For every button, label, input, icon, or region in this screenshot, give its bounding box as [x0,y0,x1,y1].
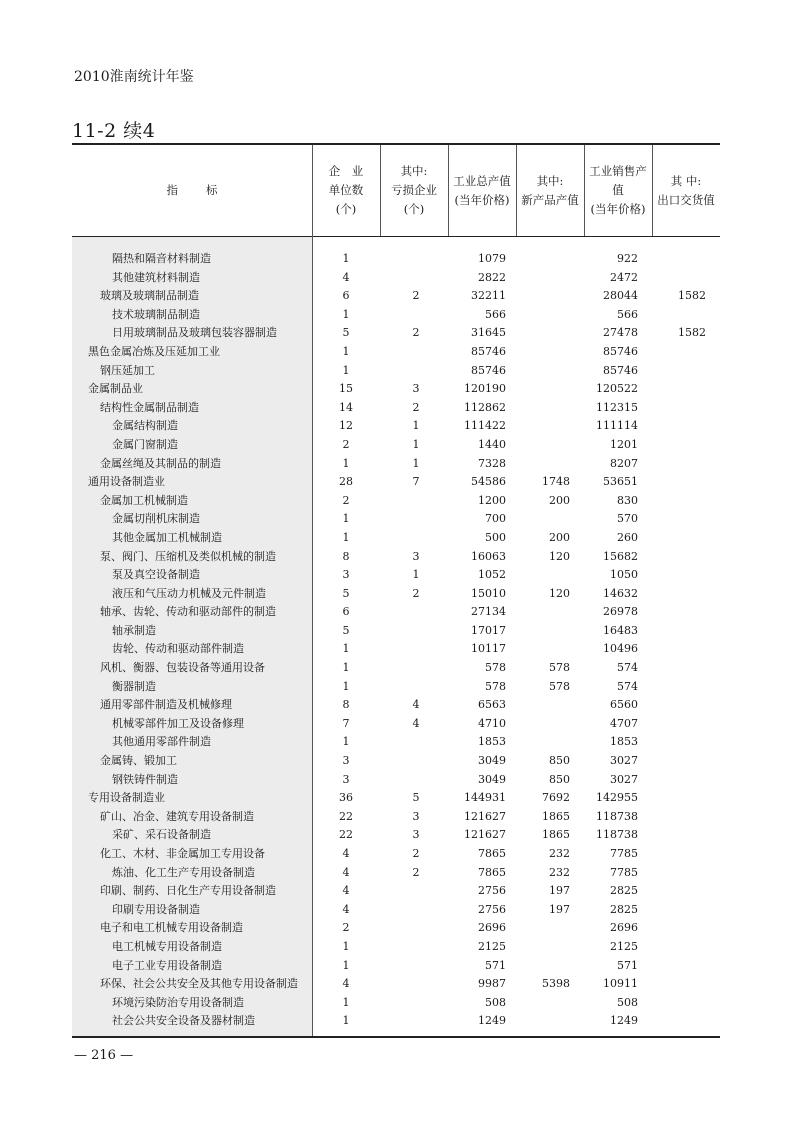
cell-gross-output: 1200 [478,493,506,507]
cell-enterprise-units: 3 [342,568,350,582]
cell-gross-output: 16063 [471,549,506,563]
cell-enterprise-units: 12 [339,419,353,433]
cell-loss-enterprises: 2 [412,326,420,340]
cell-gross-output: 121627 [464,828,506,842]
cell-gross-output: 7865 [478,865,506,879]
table-row [72,417,720,436]
cell-enterprise-units: 4 [342,884,350,898]
cell-loss-enterprises: 3 [412,809,420,823]
row-indicator-name: 风机、衡器、包装设备等通用设备 [100,661,265,675]
table-row [72,938,720,957]
table-row [72,510,720,529]
header-line: 单位数 [328,183,364,197]
table-row [72,864,720,883]
cell-enterprise-units: 7 [342,716,350,730]
header-line: 其 中: [670,173,702,188]
header-bottom-rule [72,236,720,237]
table-row [72,826,720,845]
cell-enterprise-units: 1 [342,735,350,749]
cell-sales-output: 111114 [596,419,638,433]
cell-gross-output: 54586 [471,475,506,489]
cell-gross-output: 121627 [464,809,506,823]
row-indicator-name: 衡器制造 [112,679,156,693]
cell-sales-output: 85746 [603,363,638,377]
cell-loss-enterprises: 2 [412,586,420,600]
header-enterprise-units [312,145,380,236]
table-row [72,436,720,455]
cell-sales-output: 574 [617,679,638,693]
header-line: 工业销售产值 [589,164,647,197]
cell-gross-output: 566 [485,307,506,321]
cell-enterprise-units: 3 [342,772,350,786]
header-line: (当年价格) [590,202,646,216]
table-row [72,678,720,697]
cell-gross-output: 508 [485,995,506,1009]
cell-gross-output: 2756 [478,884,506,898]
cell-gross-output: 2756 [478,902,506,916]
header-line: 亏损企业 [391,183,437,197]
cell-sales-output: 570 [617,512,638,526]
header-line: 新产品产值 [521,192,579,207]
cell-export-value: 1582 [678,326,706,340]
cell-sales-output: 10496 [603,642,638,656]
table-row [72,548,720,567]
row-indicator-name: 采矿、采石设备制造 [112,828,211,842]
cell-gross-output: 85746 [471,344,506,358]
table-row [72,343,720,362]
table-row [72,566,720,585]
table-row [72,919,720,938]
cell-enterprise-units: 1 [342,530,350,544]
header-gross-output [448,145,516,236]
cell-enterprise-units: 8 [342,549,350,563]
cell-loss-enterprises: 5 [412,791,420,805]
cell-sales-output: 2125 [610,939,638,953]
cell-sales-output: 1201 [610,437,638,451]
cell-sales-output: 15682 [603,549,638,563]
cell-new-product-output: 120 [549,586,570,600]
cell-enterprise-units: 1 [342,1014,350,1028]
cell-gross-output: 1079 [478,252,506,265]
cell-gross-output: 111422 [464,419,506,433]
header-line: (个) [335,202,357,216]
header-export-value [652,145,720,236]
table-row [72,901,720,920]
header-line: (个) [403,202,425,216]
cell-gross-output: 500 [485,530,506,544]
cell-loss-enterprises: 2 [412,289,420,303]
cell-enterprise-units: 8 [342,698,350,712]
row-indicator-name: 齿轮、传动和驱动部件制造 [112,642,244,656]
cell-new-product-output: 232 [549,847,570,860]
row-indicator-name: 其他金属加工机械制造 [112,530,222,544]
row-indicator-name: 电子和电工机械专用设备制造 [100,921,243,935]
row-indicator-name: 印刷、制药、日化生产专用设备制造 [100,884,276,898]
cell-enterprise-units: 3 [342,754,350,768]
header-line: 企 业 [328,164,364,178]
cell-sales-output: 118738 [596,809,638,823]
cell-enterprise-units: 1 [342,456,350,470]
cell-gross-output: 7865 [478,847,506,860]
cell-gross-output: 4710 [478,716,506,730]
table-row [72,696,720,715]
cell-new-product-output: 1865 [542,809,570,823]
cell-gross-output: 17017 [471,623,506,637]
row-indicator-name: 社会公共安全设备及器材制造 [112,1014,255,1028]
cell-loss-enterprises: 2 [412,400,420,414]
table-row [72,585,720,604]
cell-gross-output: 7328 [478,456,506,470]
cell-export-value: 1582 [678,289,706,303]
cell-sales-output: 3027 [610,772,638,786]
table-row [72,287,720,306]
table-row [72,882,720,901]
header-line: 出口交货值 [657,192,715,207]
cell-sales-output: 1249 [610,1014,638,1028]
cell-gross-output: 1853 [478,735,506,749]
table-row [72,603,720,622]
header-indicator-char: 标 [206,183,218,197]
cell-enterprise-units: 5 [342,623,350,637]
row-indicator-name: 专用设备制造业 [88,791,165,805]
row-indicator-name: 技术玻璃制品制造 [112,307,200,321]
cell-gross-output: 6563 [478,698,506,712]
table-row [72,324,720,343]
cell-enterprise-units: 1 [342,995,350,1009]
cell-sales-output: 4707 [610,716,638,730]
header-indicator [72,145,312,236]
row-indicator-name: 隔热和隔音材料制造 [112,252,211,265]
cell-new-product-output: 197 [549,902,570,916]
table-row [72,808,720,827]
header-line: 其中: [536,173,564,188]
cell-loss-enterprises: 4 [412,716,420,730]
cell-sales-output: 27478 [603,326,638,340]
cell-new-product-output: 1748 [542,475,570,489]
cell-enterprise-units: 1 [342,958,350,972]
row-indicator-name: 金属铸、锻加工 [100,754,177,768]
cell-gross-output: 1440 [478,437,506,451]
cell-enterprise-units: 22 [339,828,353,842]
table-row [72,250,720,269]
table-row [72,1012,720,1031]
cell-new-product-output: 850 [549,754,570,768]
cell-enterprise-units: 5 [342,326,350,340]
cell-enterprise-units: 1 [342,363,350,377]
cell-loss-enterprises: 1 [412,419,420,433]
cell-enterprise-units: 14 [339,400,353,414]
cell-gross-output: 27134 [471,605,506,619]
cell-sales-output: 53651 [603,475,638,489]
cell-enterprise-units: 28 [339,475,353,489]
cell-enterprise-units: 1 [342,679,350,693]
cell-gross-output: 2125 [478,939,506,953]
row-indicator-name: 金属制品业 [88,382,143,396]
cell-enterprise-units: 2 [342,921,350,935]
cell-enterprise-units: 22 [339,809,353,823]
cell-enterprise-units: 4 [342,270,350,284]
cell-sales-output: 260 [617,530,638,544]
header-new-product-output [516,145,584,236]
cell-loss-enterprises: 3 [412,549,420,563]
cell-gross-output: 15010 [471,586,506,600]
cell-gross-output: 112862 [464,400,506,414]
cell-sales-output: 142955 [596,791,638,805]
row-indicator-name: 矿山、冶金、建筑专用设备制造 [100,809,254,823]
cell-loss-enterprises: 1 [412,456,420,470]
header-loss-enterprises [380,145,448,236]
row-indicator-name: 日用玻璃制品及玻璃包装容器制造 [112,326,277,340]
cell-sales-output: 118738 [596,828,638,842]
table-body [72,250,720,1031]
cell-loss-enterprises: 1 [412,568,420,582]
row-indicator-name: 泵及真空设备制造 [112,568,200,582]
cell-new-product-output: 578 [549,679,570,693]
cell-sales-output: 120522 [596,382,638,396]
cell-gross-output: 700 [485,512,506,526]
cell-loss-enterprises: 2 [412,847,420,860]
table-row [72,622,720,641]
cell-loss-enterprises: 7 [412,475,420,489]
cell-sales-output: 566 [617,307,638,321]
cell-loss-enterprises: 3 [412,382,420,396]
cell-sales-output: 2825 [610,884,638,898]
row-indicator-name: 钢铁铸件制造 [112,772,178,786]
row-indicator-name: 化工、木材、非金属加工专用设备 [100,847,265,860]
cell-sales-output: 10911 [603,977,638,991]
table-row [72,715,720,734]
row-indicator-name: 钢压延加工 [100,363,155,377]
cell-loss-enterprises: 3 [412,828,420,842]
table-row [72,994,720,1013]
cell-enterprise-units: 1 [342,344,350,358]
cell-sales-output: 2825 [610,902,638,916]
cell-sales-output: 2696 [610,921,638,935]
cell-gross-output: 10117 [471,642,506,656]
cell-gross-output: 120190 [464,382,506,396]
table-row [72,975,720,994]
table-row [72,659,720,678]
cell-sales-output: 3027 [610,754,638,768]
cell-gross-output: 9987 [478,977,506,991]
row-indicator-name: 金属加工机械制造 [100,493,188,507]
cell-enterprise-units: 4 [342,902,350,916]
cell-sales-output: 574 [617,661,638,675]
cell-new-product-output: 200 [549,530,570,544]
cell-gross-output: 32211 [471,289,506,303]
cell-gross-output: 2696 [478,921,506,935]
table-row [72,380,720,399]
cell-loss-enterprises: 1 [412,437,420,451]
row-indicator-name: 电子工业专用设备制造 [112,958,222,972]
table-row [72,845,720,864]
row-indicator-name: 金属切削机床制造 [112,512,200,526]
table-row [72,492,720,511]
row-indicator-name: 其他建筑材料制造 [112,270,200,284]
table-row [72,957,720,976]
cell-enterprise-units: 6 [342,605,350,619]
table-row [72,733,720,752]
row-indicator-name: 其他通用零部件制造 [112,735,211,749]
header-sales-output [584,145,652,236]
header-line: 其中: [400,164,428,178]
header-indicator-char: 指 [166,183,178,197]
cell-enterprise-units: 1 [342,252,350,265]
row-indicator-name: 环境污染防治专用设备制造 [112,995,244,1009]
cell-enterprise-units: 4 [342,847,350,860]
table-row [72,473,720,492]
cell-new-product-output: 850 [549,772,570,786]
cell-gross-output: 1249 [478,1014,506,1028]
row-indicator-name: 环保、社会公共安全及其他专用设备制造 [100,977,298,991]
table-row [72,529,720,548]
cell-enterprise-units: 1 [342,661,350,675]
cell-enterprise-units: 1 [342,939,350,953]
cell-gross-output: 578 [485,661,506,675]
cell-sales-output: 6560 [610,698,638,712]
cell-sales-output: 7785 [610,865,638,879]
cell-enterprise-units: 5 [342,586,350,600]
cell-enterprise-units: 4 [342,977,350,991]
cell-new-product-output: 1865 [542,828,570,842]
cell-new-product-output: 197 [549,884,570,898]
cell-gross-output: 85746 [471,363,506,377]
cell-new-product-output: 120 [549,549,570,563]
cell-enterprise-units: 2 [342,437,350,451]
cell-loss-enterprises: 4 [412,698,420,712]
table-row [72,752,720,771]
row-indicator-name: 通用零部件制造及机械修理 [100,698,232,712]
cell-sales-output: 28044 [603,289,638,303]
cell-loss-enterprises: 2 [412,865,420,879]
cell-gross-output: 3049 [478,772,506,786]
table-bottom-rule [72,1036,720,1038]
cell-new-product-output: 5398 [542,977,570,991]
cell-enterprise-units: 1 [342,307,350,321]
cell-enterprise-units: 4 [342,865,350,879]
row-indicator-name: 金属结构制造 [112,419,178,433]
running-head: 2010淮南统计年鉴 [74,69,194,85]
cell-enterprise-units: 6 [342,289,350,303]
cell-enterprise-units: 1 [342,642,350,656]
table-row [72,399,720,418]
table-row [72,789,720,808]
row-indicator-name: 轴承、齿轮、传动和驱动部件的制造 [100,605,276,619]
cell-sales-output: 830 [617,493,638,507]
cell-gross-output: 2822 [478,270,506,284]
row-indicator-name: 结构性金属制品制造 [100,400,199,414]
row-indicator-name: 通用设备制造业 [88,475,165,489]
cell-enterprise-units: 1 [342,512,350,526]
cell-sales-output: 1853 [610,735,638,749]
cell-sales-output: 2472 [610,270,638,284]
row-indicator-name: 黑色金属冶炼及压延加工业 [88,344,220,358]
cell-sales-output: 508 [617,995,638,1009]
header-line: (当年价格) [454,192,510,207]
cell-sales-output: 16483 [603,623,638,637]
row-indicator-name: 印刷专用设备制造 [112,902,200,916]
header-line: 工业总产值 [453,173,511,188]
cell-sales-output: 922 [617,252,638,265]
row-indicator-name: 金属丝绳及其制品的制造 [100,456,221,470]
table-title: 11-2 续4 [72,120,156,142]
cell-sales-output: 8207 [610,456,638,470]
cell-sales-output: 1050 [610,568,638,582]
cell-sales-output: 571 [617,958,638,972]
cell-enterprise-units: 2 [342,493,350,507]
cell-gross-output: 1052 [478,568,506,582]
table-row [72,269,720,288]
row-indicator-name: 液压和气压动力机械及元件制造 [112,586,266,600]
cell-enterprise-units: 15 [339,382,353,396]
cell-gross-output: 144931 [464,791,506,805]
cell-sales-output: 26978 [603,605,638,619]
table-row [72,771,720,790]
cell-sales-output: 85746 [603,344,638,358]
cell-sales-output: 14632 [603,586,638,600]
row-indicator-name: 轴承制造 [112,623,156,637]
cell-sales-output: 7785 [610,847,638,860]
cell-new-product-output: 7692 [542,791,570,805]
row-indicator-name: 金属门窗制造 [112,437,178,451]
cell-gross-output: 571 [485,958,506,972]
row-indicator-name: 机械零部件加工及设备修理 [112,716,244,730]
row-indicator-name: 炼油、化工生产专用设备制造 [112,865,255,879]
cell-new-product-output: 578 [549,661,570,675]
table-row [72,362,720,381]
cell-enterprise-units: 36 [339,791,353,805]
row-indicator-name: 电工机械专用设备制造 [112,939,222,953]
cell-new-product-output: 200 [549,493,570,507]
row-indicator-name: 泵、阀门、压缩机及类似机械的制造 [100,549,276,563]
table-row [72,455,720,474]
page-number: — 216 — [74,1048,134,1063]
cell-gross-output: 578 [485,679,506,693]
cell-gross-output: 31645 [471,326,506,340]
row-indicator-name: 玻璃及玻璃制品制造 [100,289,199,303]
table-row [72,306,720,325]
cell-new-product-output: 232 [549,865,570,879]
table-row [72,640,720,659]
cell-sales-output: 112315 [596,400,638,414]
cell-gross-output: 3049 [478,754,506,768]
